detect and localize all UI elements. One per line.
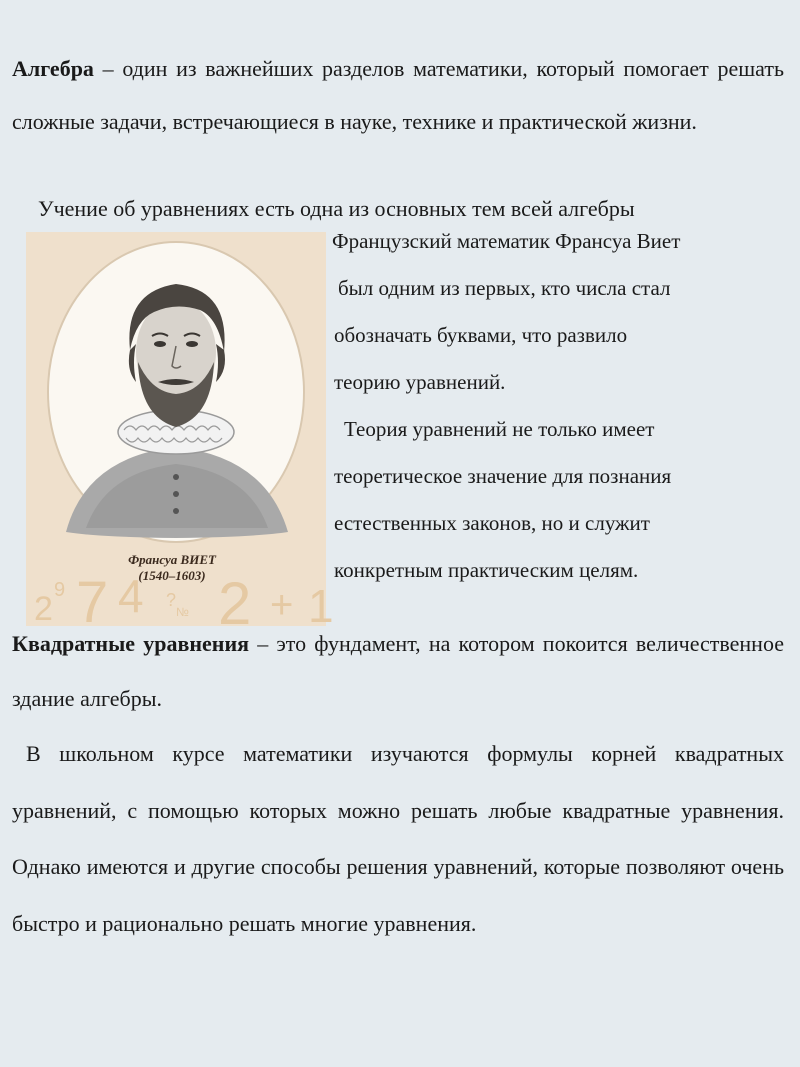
quadratic-text: – это фундамент, на котором покоится величественное здание алгебры. — [12, 631, 784, 711]
symbol-numero: № — [176, 605, 189, 619]
symbol-question: ? — [166, 590, 177, 610]
school-text: В школьном курсе математики изучаются формулы корней квадратных уравнений, с помощью которых можно решать любые квадратные уравнения. Однако имеются и другие способы решения уравнений, которые позволяют очень быстро и рационально решать многие уравнения. — [12, 741, 784, 936]
themes-line: Учение об уравнениях есть одна из основных тем всей алгебры — [38, 196, 635, 221]
school-paragraph — [12, 726, 784, 952]
symbol-plus: + — [270, 583, 294, 627]
quadratic-term: Квадратные уравнения — [12, 631, 250, 656]
side-line: теорию уравнений. — [334, 370, 506, 394]
symbol-seven: 7 — [76, 570, 109, 635]
portrait-illustration — [26, 232, 334, 637]
side-line: был одним из первых, кто числа стал — [338, 276, 671, 300]
intro-paragraph — [12, 42, 784, 148]
portrait-caption-name: Франсуа ВИЕТ — [128, 552, 216, 567]
side-line: обозначать буквами, что развило — [334, 323, 628, 347]
portrait-caption-years: (1540–1603) — [138, 568, 206, 583]
side-line: теоретическое значение для познания — [334, 464, 672, 488]
intro-text: – один из важнейших разделов математики, который помогает решать сложные задачи, встречающиеся в науке, технике и практической жизни. — [12, 56, 784, 134]
intro-term: Алгебра — [12, 56, 94, 81]
side-line: естественных законов, но и служит — [334, 511, 650, 535]
symbol-four: 4 — [118, 570, 144, 622]
viete-portrait — [26, 232, 334, 637]
symbol-two-small: 2 — [34, 590, 53, 628]
viete-text-block — [332, 218, 772, 594]
symbol-one: 1 — [308, 580, 334, 632]
side-line: конкретным практическим целям. — [334, 558, 639, 582]
quadratic-paragraph — [12, 616, 784, 726]
symbol-two-large: 2 — [218, 570, 252, 637]
side-line: Французский математик Франсуа Виет — [332, 229, 681, 253]
side-line: Теория уравнений не только имеет — [344, 417, 655, 441]
symbol-nine: 9 — [54, 579, 66, 601]
